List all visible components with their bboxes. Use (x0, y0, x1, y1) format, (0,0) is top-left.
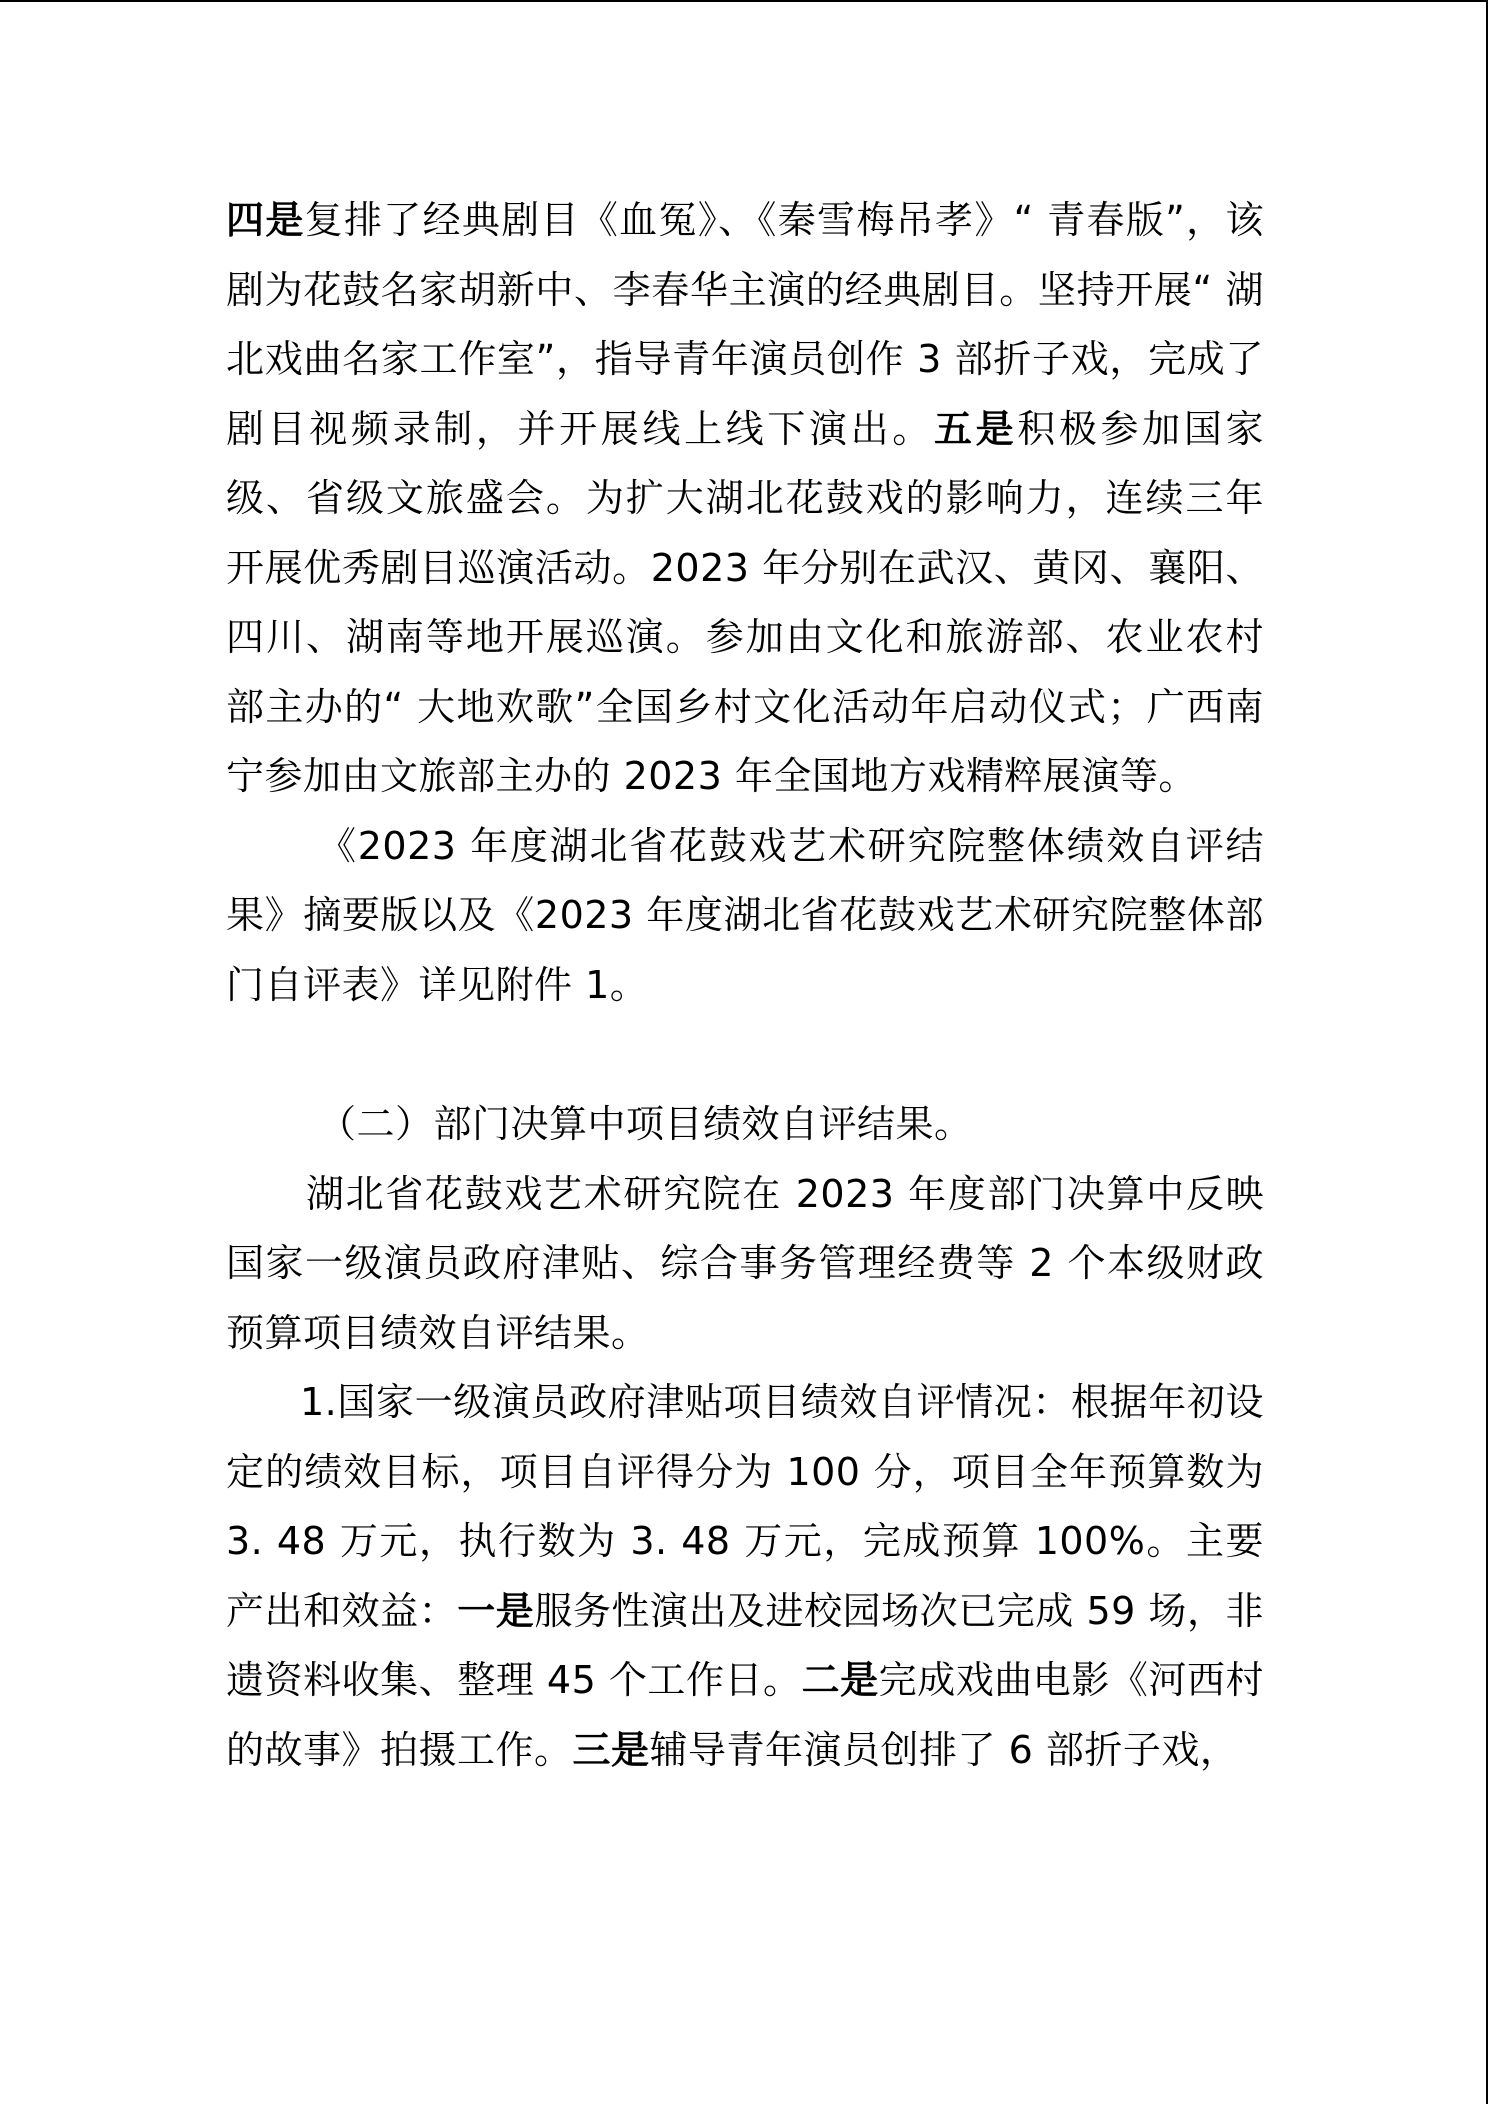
paragraph-performance-review (226, 186, 1264, 812)
paragraph-text: 服务性演出及进校园场次已完成 59 场，非遗资料收集、整理 45 个工作日。 (226, 1588, 1264, 1702)
keyword-five: 五是 (933, 406, 1018, 451)
paragraph-text: 完成戏曲电影《河西村的故事》拍摄工作。 (226, 1658, 1264, 1772)
paragraph-attachment-note: 《2023 年度湖北省花鼓戏艺术研究院整体绩效自评结果》摘要版以及《2023 年度湖北省花鼓戏艺术研究院整体部门自评表》详见附件 1。 (226, 823, 1264, 1007)
paragraph-text: 积极参加国家级、省级文旅盛会。为扩大湖北花鼓戏的影响力，连续三年开展优秀剧目巡演活动。2023 年分别在武汉、黄冈、襄阳、四川、湖南等地开展巡演。参加由文化和旅游部、农业农村部主办的“ 大地欢歌”全国乡村文化活动年启动仪式；广西南宁参加由文旅部主办的 2023 年全国地方戏精粹展演等。 (226, 406, 1264, 798)
paragraph-text: 辅导青年演员创排了 6 部折子戏， (649, 1727, 1239, 1772)
keyword-three: 三是 (572, 1727, 650, 1772)
paragraph-text: 复排了经典剧目《血冤》、《秦雪梅吊孝》“ 青春版”，该剧为花鼓名家胡新中、李春华主演的经典剧目。坚持开展“ 湖北戏曲名家工作室”，指导青年演员创作 3 部折子戏，完成了剧目视频录制，并开展线上线下演出。 (226, 198, 1264, 451)
keyword-two: 二是 (801, 1658, 879, 1702)
page-border-top (0, 0, 1486, 2)
section-heading: （二）部门决算中项目绩效自评结果。 (318, 1102, 973, 1146)
paragraph-project-summary: 湖北省花鼓戏艺术研究院在 2023 年度部门决算中反映国家一级演员政府津贴、综合事务管理经费等 2 个本级财政预算项目绩效自评结果。 (226, 1171, 1264, 1355)
paragraph-text: 1.国家一级演员政府津贴项目绩效自评情况：根据年初设定的绩效目标，项目自评得分为 100 分，项目全年预算数为 3. 48 万元，执行数为 3. 48 万元，完成预算 100%。主要产出和效益： (226, 1380, 1264, 1633)
keyword-one: 一是 (457, 1588, 535, 1633)
paragraph-project-one (226, 1368, 1264, 1785)
document-body (226, 186, 1264, 1785)
keyword-four: 四是 (226, 198, 305, 242)
paragraph-gap (226, 1020, 1264, 1090)
